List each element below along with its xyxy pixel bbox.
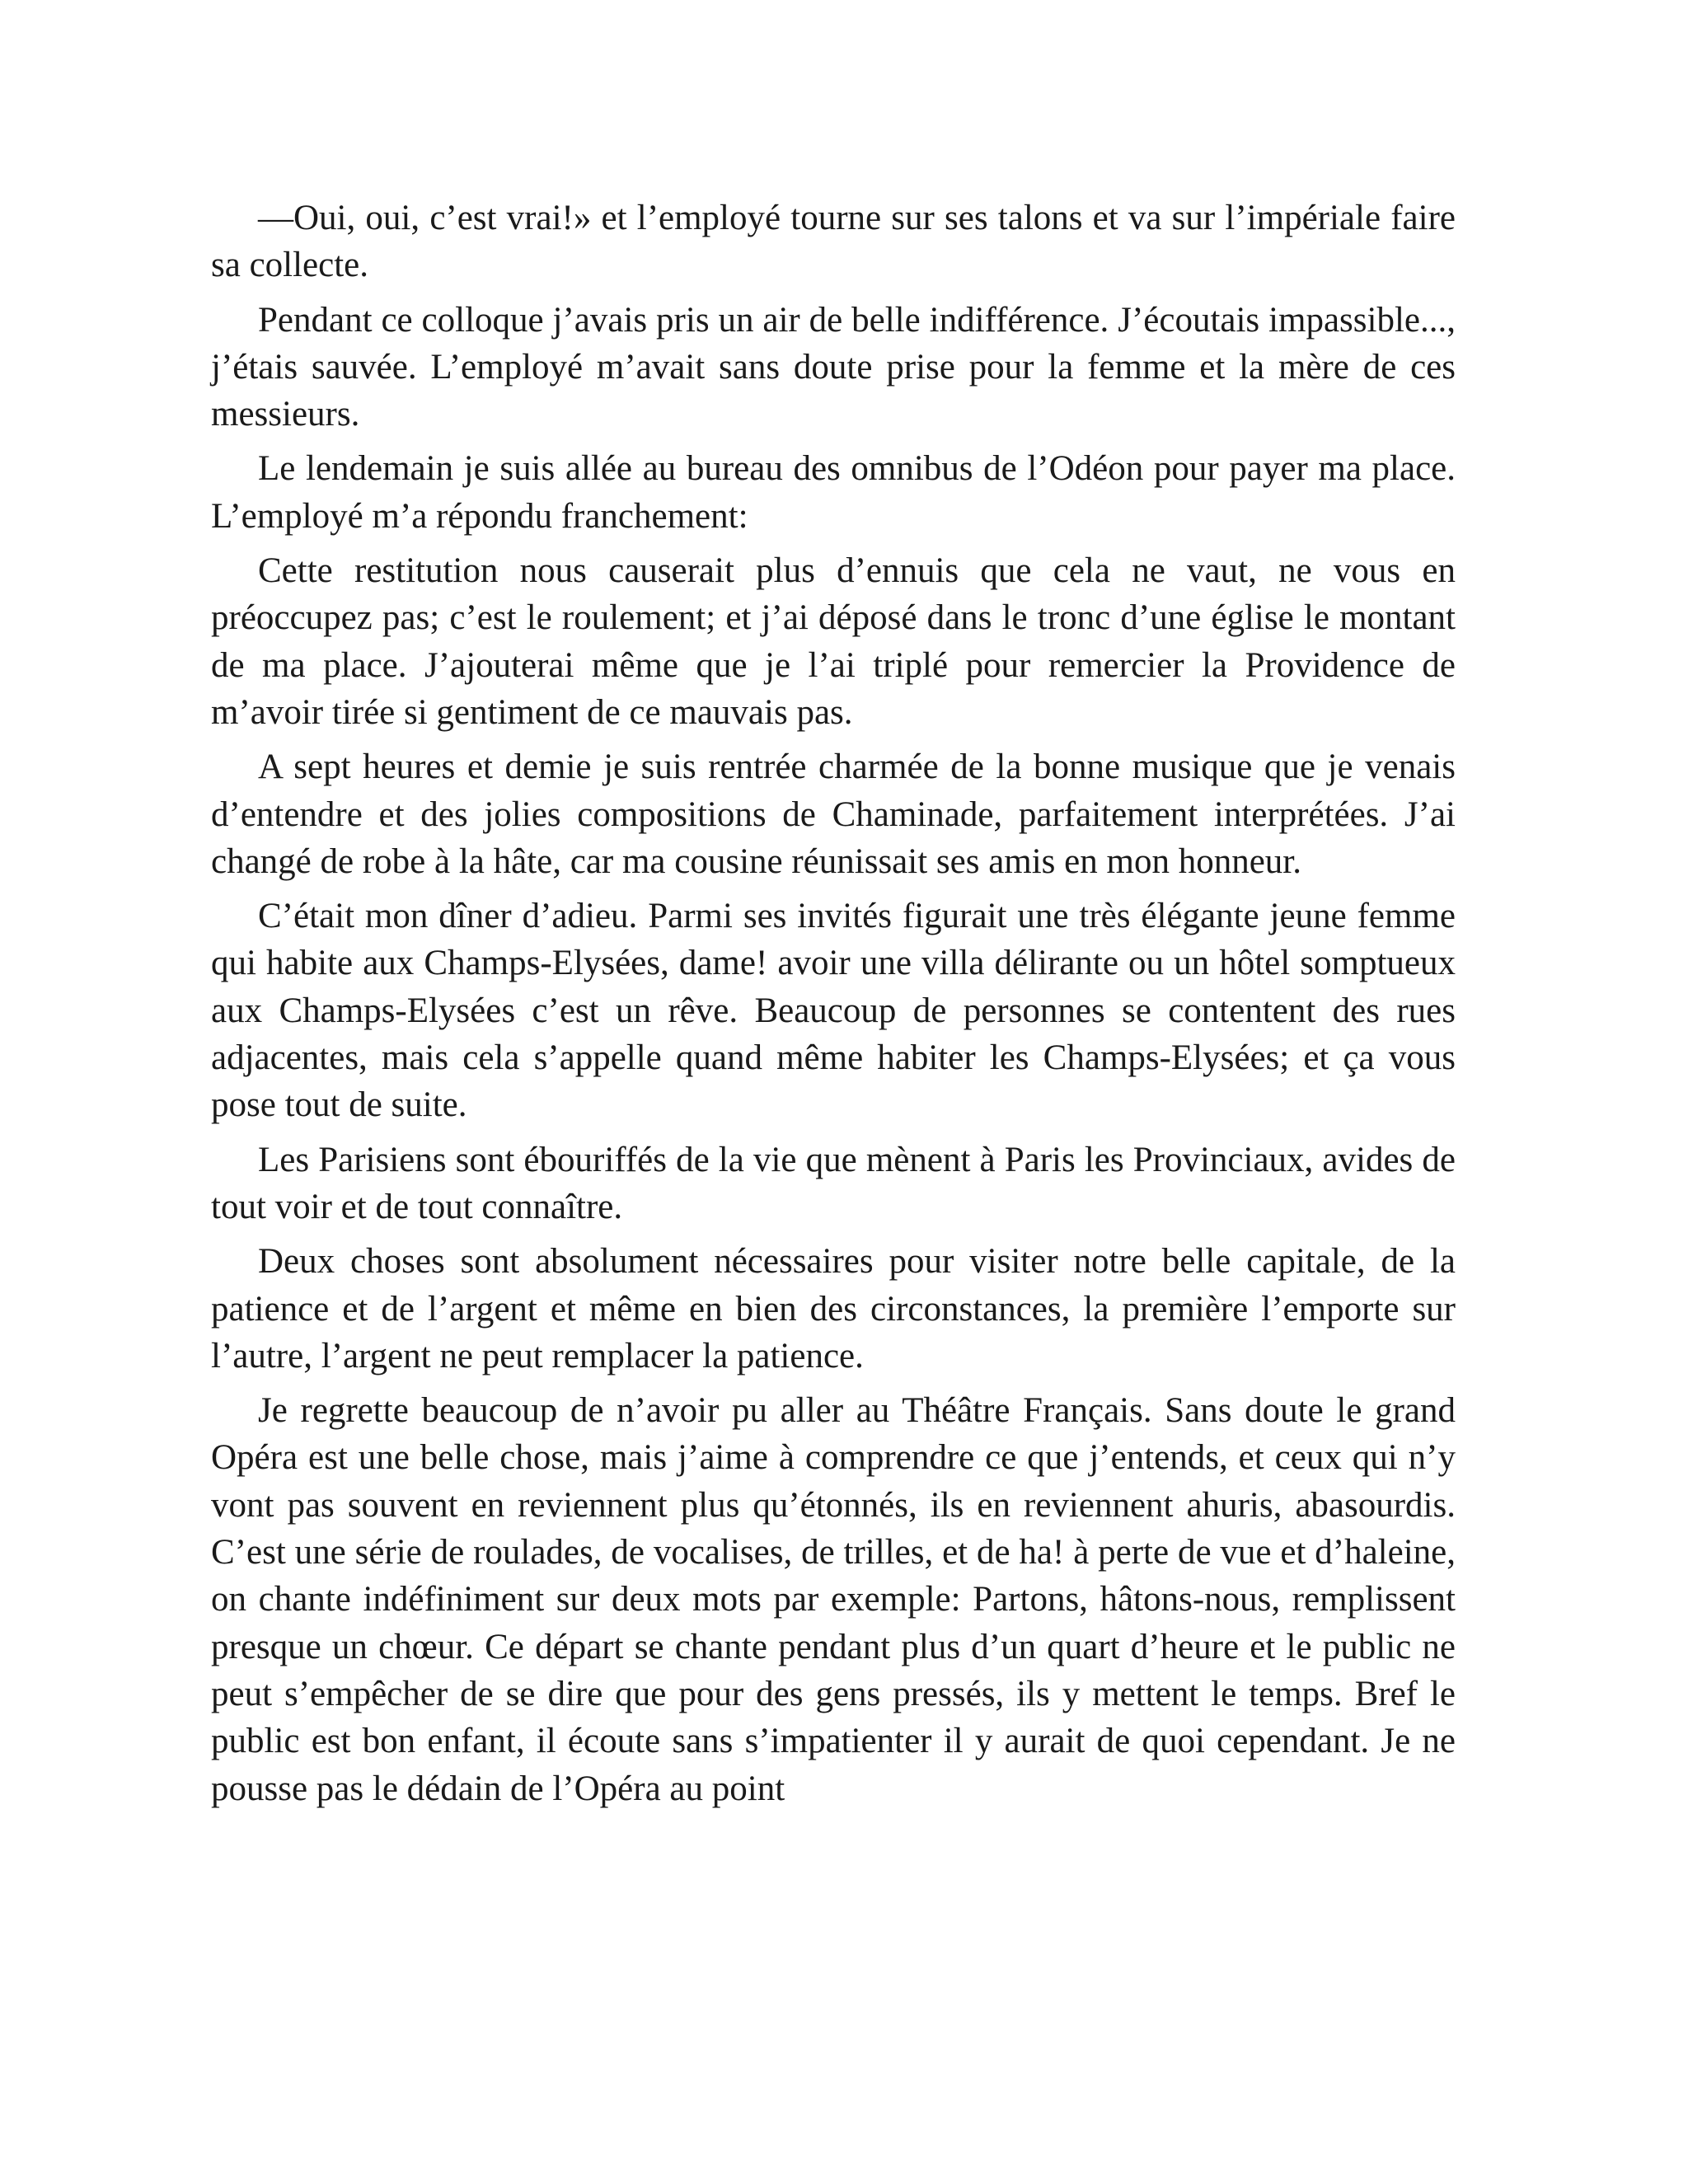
paragraph: Je regrette beaucoup de n’avoir pu aller au Théâtre Français. Sans doute le grand Opéra est une belle chose, mais j’aime à comprendre ce que j’entends, et ceux qui n’y vont pas souvent en reviennent plus qu’étonnés, ils en reviennent ahuris, abasourdis. C’est une série de roulades, de vocalises, de trilles, et de ha! à perte de vue et d’haleine, on chante indéfiniment sur deux mots par exemple: Partons, hâtons-nous, remplissent presque un chœur. Ce départ se chante pendant plus d’un quart d’heure et le public ne peut s’empêcher de se dire que pour des gens pressés, ils y mettent le temps. Bref le public est bon enfant, il écoute sans s’impatienter il y aurait de quoi cependant. Je ne pousse pas le dédain de l’Opéra au point [211, 1391, 1456, 1808]
paragraph: C’était mon dîner d’adieu. Parmi ses invités figurait une très élégante jeune femme qui habite aux Champs-Elysées, dame! avoir une villa délirante ou un hôtel somptueux aux Champs-Elysées c’est un rêve. Beaucoup de personnes se contentent des rues adjacentes, mais cela s’appelle quand même habiter les Champs-Elysées; et ça vous pose tout de suite. [211, 897, 1456, 1125]
paragraph: Les Parisiens sont ébouriffés de la vie que mènent à Paris les Provinciaux, avides de tout voir et de tout connaître. [211, 1140, 1456, 1226]
paragraph: Deux choses sont absolument nécessaires pour visiter notre belle capitale, de la patience et de l’argent et même en bien des circonstances, la première l’emporte sur l’autre, l’argent ne peut remplacer la patience. [211, 1242, 1456, 1376]
page-body [211, 194, 1456, 1820]
paragraph: Le lendemain je suis allée au bureau des omnibus de l’Odéon pour payer ma place. L’employé m’a répondu franchement: [211, 449, 1456, 536]
paragraph: A sept heures et demie je suis rentrée charmée de la bonne musique que je venais d’entendre et des jolies compositions de Chaminade, parfaitement interprétées. J’ai changé de robe à la hâte, car ma cousine réunissait ses amis en mon honneur. [211, 748, 1456, 881]
paragraph: —Oui, oui, c’est vrai!» et l’employé tourne sur ses talons et va sur l’impériale faire sa collecte. [211, 199, 1456, 285]
paragraph: Cette restitution nous causerait plus d’ennuis que cela ne vaut, ne vous en préoccupez pas; c’est le roulement; et j’ai déposé dans le tronc d’une église le montant de ma place. J’ajouterai même que je l’ai triplé pour remercier la Providence de m’avoir tirée si gentiment de ce mauvais pas. [211, 551, 1456, 732]
paragraph: Pendant ce colloque j’avais pris un air de belle indifférence. J’écoutais impassible..., j’étais sauvée. L’employé m’avait sans doute prise pour la femme et la mère de ces messieurs. [211, 300, 1456, 434]
